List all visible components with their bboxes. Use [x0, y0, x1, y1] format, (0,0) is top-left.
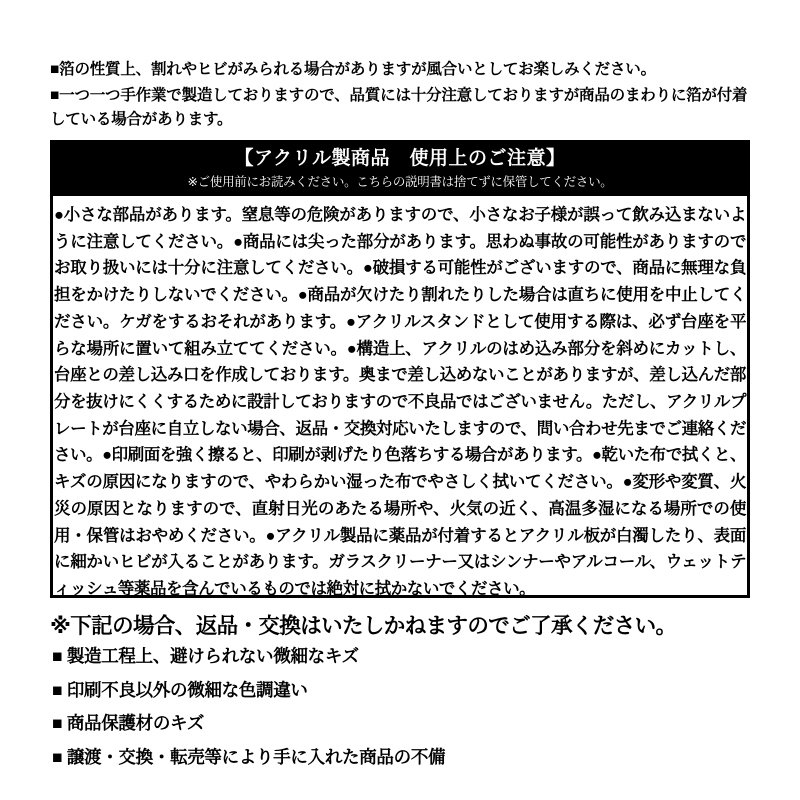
return-policy-list — [52, 648, 752, 782]
list-item: ■ 譲渡・交換・転売等により手に入れた商品の不備 — [52, 746, 446, 767]
foil-note-1: ■箔の性質上、割れやヒビがみられる場合がありますが風合いとしてお楽しみください。 — [50, 61, 656, 78]
foil-notes — [50, 58, 750, 134]
list-item: ■ 製造工程上、避けられない微細なキズ — [52, 646, 359, 666]
precautions-title: 【アクリル製商品 使用上のご注意】 — [234, 148, 566, 169]
precautions-subtitle: ※ご使用前にお読みください。こちらの説明書は捨てずに保管してください。 — [187, 174, 613, 189]
foil-note-2: ■一つ一つ手作業で製造しておりますので、品質には十分注意しておりますが商品のまわりに箔が付着している場合があります。 — [50, 87, 748, 129]
precautions-banner — [50, 140, 750, 196]
precautions-body: ●小さな部品があります。窒息等の危険がありますので、小さなお子様が誤って飲み込まないように注意してください。●商品には尖った部分があります。思わぬ事故の可能性がありますのでお取り扱いには十分に注意してください。●破損する可能性がございますので、商品に無理な負担をかけたりしないでください。●商品が欠けたり割れたりした場合は直ちに使用を中止してください。ケガをするおそれがあります。●アクリルスタンドとして使用する際は、必ず台座を平らな場所に置いて組み立ててください。●構造上、アクリルのはめ込み部分を斜めにカットし、台座との差し込み口を作成しております。奥まで差し込めないことがありますが、差し込んだ部分を抜けにくくするために設計しておりますので不良品ではございません。ただし、アクリルプレートが台座に自立しない場合、返品・交換対応いたしますので、問い合わせ先までご連絡ください。●印刷面を強く擦ると、印刷が剥げたり色落ちする場合があります。●乾いた布で拭くと、キズの原因になりますので、やわらかい湿った布でやさしく拭いてください。●変形や変質、火災の原因となりますので、直射日光のあたる場所や、火気の近く、高温多湿になる場所での使用・保管はおやめください。●アクリル製品に薬品が付着するとアクリル板が白濁したり、表面に細かいヒビが入ることがあります。ガラスクリーナー又はシンナーやアルコール、ウェットティッシュ等薬品を含んでいるものでは絶対に拭かないでください。 — [54, 206, 746, 599]
list-item: ■ 商品保護材のキズ — [52, 713, 205, 733]
list-item: ■ 印刷不良以外の微細な色調違い — [52, 679, 308, 700]
return-policy-heading: ※下記の場合、返品・交換はいたしかねますのでご了承ください。 — [50, 614, 677, 638]
